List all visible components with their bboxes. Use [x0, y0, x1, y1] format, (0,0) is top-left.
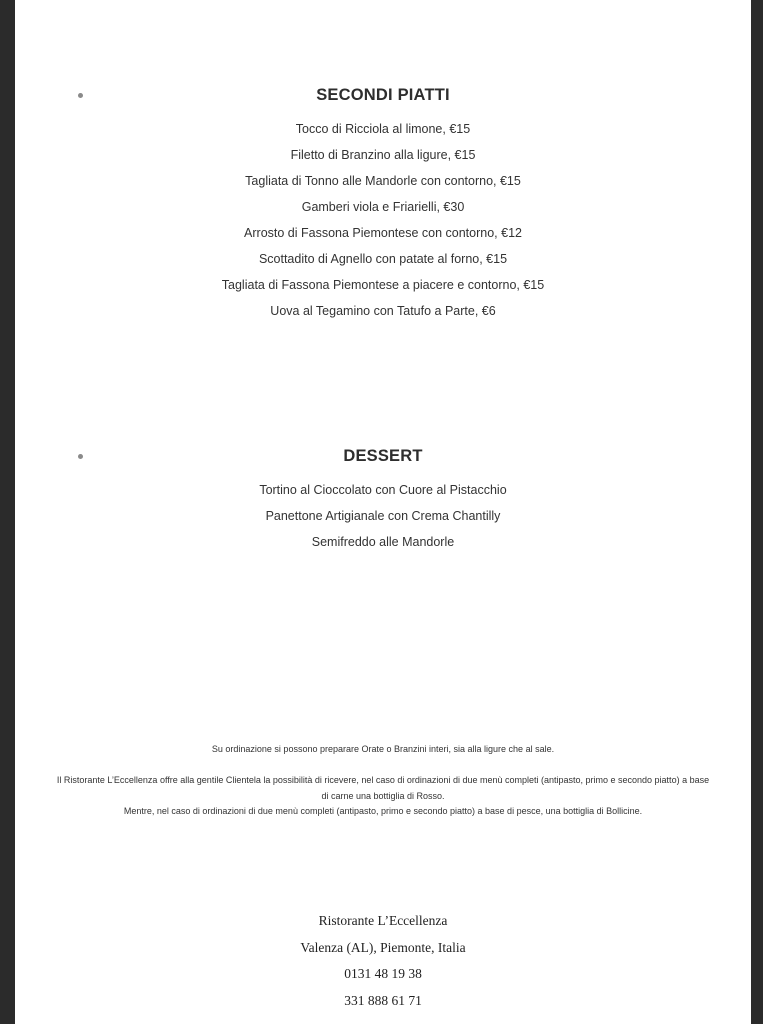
bullet-dot-icon: [78, 93, 83, 98]
bullet-dot-icon: [78, 454, 83, 459]
menu-item: Scottadito di Agnello con patate al forno, €15: [258, 252, 508, 266]
menu-item: Panettone Artigianale con Crema Chantilly: [265, 509, 501, 523]
menu-page: [15, 0, 751, 1024]
menu-item: Filetto di Branzino alla ligure, €15: [290, 148, 476, 162]
note-spacer: [55, 758, 711, 774]
note-wine-offer: Il Ristorante L’Eccellenza offre alla gentile Clientela la possibilità di ricevere, nel caso di ordinazioni di due menù completi (antipasto, primo e secondo piatto) a base di carne una bottiglia di Rosso.: [56, 775, 710, 801]
note-sparkling-offer: Mentre, nel caso di ordinazioni di due menù completi (antipasto, primo e secondo piatto) a base di pesce, una bottiglia di Bollicine.: [123, 806, 643, 816]
menu-item: Gamberi viola e Friarielli, €30: [301, 200, 465, 214]
menu-item: Uova al Tegamino con Tatufo a Parte, €6: [270, 304, 496, 318]
section-secondi-piatti: [15, 84, 751, 328]
restaurant-contact: [15, 911, 751, 1017]
menu-item: Tagliata di Tonno alle Mandorle con contorno, €15: [245, 174, 521, 188]
phone-landline: 0131 48 19 38: [344, 966, 422, 981]
restaurant-name: Ristorante L’Eccellenza: [318, 913, 448, 928]
note-fish-preparation: Su ordinazione si possono preparare Orate o Branzini interi, sia alla ligure che al sale.: [211, 744, 555, 754]
menu-items-list: [15, 120, 751, 328]
menu-item: Tortino al Cioccolato con Cuore al Pistacchio: [259, 483, 507, 497]
menu-item: Semifreddo alle Mandorle: [311, 535, 455, 549]
section-title: SECONDI PIATTI: [316, 86, 450, 104]
menu-notes: [55, 742, 711, 820]
phone-mobile: 331 888 61 71: [344, 992, 422, 1008]
menu-item: Tagliata di Fassona Piemontese a piacere e contorno, €15: [221, 278, 545, 292]
section-title: DESSERT: [343, 447, 423, 465]
menu-item: Tocco di Ricciola al limone, €15: [295, 122, 471, 136]
restaurant-address: Valenza (AL), Piemonte, Italia: [300, 939, 466, 955]
section-dessert: [15, 445, 751, 559]
menu-items-list: [15, 481, 751, 559]
menu-item: Arrosto di Fassona Piemontese con contorno, €12: [244, 226, 522, 240]
